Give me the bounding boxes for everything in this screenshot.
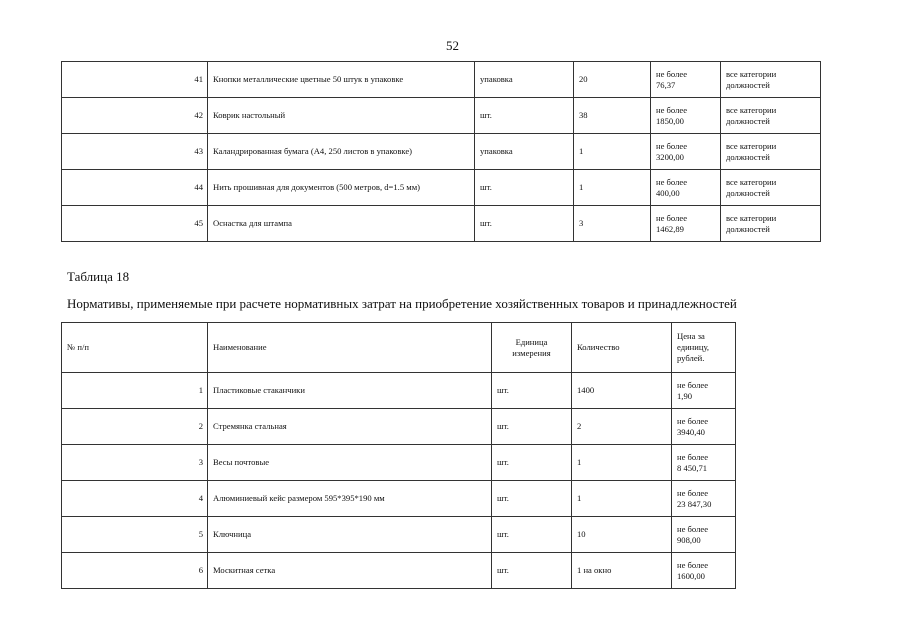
row-name: Кнопки металлические цветные 50 штук в упаковке — [208, 62, 475, 98]
table-row — [62, 373, 736, 409]
row-price: не более 400,00 — [651, 170, 721, 206]
table-row — [62, 134, 821, 170]
header-unit: Единица измерения — [492, 323, 572, 373]
row-quantity: 38 — [574, 98, 651, 134]
row-unit: шт. — [475, 170, 574, 206]
row-name: Коврик настольный — [208, 98, 475, 134]
page-number: 52 — [446, 38, 459, 53]
row-number: 2 — [62, 409, 208, 445]
row-unit: шт. — [492, 553, 572, 589]
row-unit: шт. — [492, 517, 572, 553]
row-quantity: 10 — [572, 517, 672, 553]
row-number: 42 — [62, 98, 208, 134]
table-18-body — [62, 323, 736, 589]
row-quantity: 1 — [572, 481, 672, 517]
table-row — [62, 98, 821, 134]
row-quantity: 1 — [574, 170, 651, 206]
row-name: Каландрированная бумага (А4, 250 листов в упаковке) — [208, 134, 475, 170]
row-number: 6 — [62, 553, 208, 589]
row-price: не более 1,90 — [672, 373, 736, 409]
row-name: Оснастка для штампа — [208, 206, 475, 242]
table-header-row — [62, 323, 736, 373]
row-price: не более 3200,00 — [651, 134, 721, 170]
row-price: не более 1850,00 — [651, 98, 721, 134]
row-unit: шт. — [475, 98, 574, 134]
header-price: Цена за единицу, рублей. — [672, 323, 736, 373]
table-row — [62, 553, 736, 589]
row-price: не более 76,37 — [651, 62, 721, 98]
table-18 — [61, 322, 736, 589]
row-price: не более 1600,00 — [672, 553, 736, 589]
row-category: все категории должностей — [721, 134, 821, 170]
row-name: Пластиковые стаканчики — [208, 373, 492, 409]
row-number: 5 — [62, 517, 208, 553]
row-price: не более 1462,89 — [651, 206, 721, 242]
row-price: не более 8 450,71 — [672, 445, 736, 481]
row-unit: шт. — [492, 373, 572, 409]
row-number: 1 — [62, 373, 208, 409]
row-category: все категории должностей — [721, 206, 821, 242]
row-quantity: 20 — [574, 62, 651, 98]
row-unit: шт. — [492, 481, 572, 517]
row-number: 4 — [62, 481, 208, 517]
table-row — [62, 409, 736, 445]
row-quantity: 1400 — [572, 373, 672, 409]
row-unit: шт. — [492, 445, 572, 481]
row-category: все категории должностей — [721, 62, 821, 98]
row-quantity: 1 — [572, 445, 672, 481]
table-row — [62, 170, 821, 206]
row-quantity: 3 — [574, 206, 651, 242]
header-num: № п/п — [62, 323, 208, 373]
row-number: 41 — [62, 62, 208, 98]
row-unit: упаковка — [475, 62, 574, 98]
row-quantity: 2 — [572, 409, 672, 445]
header-qty: Количество — [572, 323, 672, 373]
row-number: 44 — [62, 170, 208, 206]
row-price: не более 908,00 — [672, 517, 736, 553]
table-caption: Таблица 18 — [67, 269, 130, 284]
row-name: Алюминиевый кейс размером 595*395*190 мм — [208, 481, 492, 517]
row-price: не более 3940,40 — [672, 409, 736, 445]
table-17-continuation — [61, 61, 821, 242]
table-row — [62, 517, 736, 553]
row-name: Ключница — [208, 517, 492, 553]
table-title: Нормативы, применяемые при расчете нормативных затрат на приобретение хозяйственных товаров и принадлежностей — [67, 296, 737, 311]
row-number: 45 — [62, 206, 208, 242]
row-unit: шт. — [475, 206, 574, 242]
table-row — [62, 445, 736, 481]
row-name: Стремянка стальная — [208, 409, 492, 445]
table-17-body — [62, 62, 821, 242]
table-row — [62, 62, 821, 98]
row-quantity: 1 — [574, 134, 651, 170]
table-row — [62, 206, 821, 242]
row-quantity: 1 на окно — [572, 553, 672, 589]
header-name: Наименование — [208, 323, 492, 373]
table-row — [62, 481, 736, 517]
row-number: 43 — [62, 134, 208, 170]
row-name: Москитная сетка — [208, 553, 492, 589]
row-unit: шт. — [492, 409, 572, 445]
row-unit: упаковка — [475, 134, 574, 170]
row-category: все категории должностей — [721, 170, 821, 206]
row-name: Весы почтовые — [208, 445, 492, 481]
row-number: 3 — [62, 445, 208, 481]
row-price: не более 23 847,30 — [672, 481, 736, 517]
row-category: все категории должностей — [721, 98, 821, 134]
row-name: Нить прошивная для документов (500 метров, d=1.5 мм) — [208, 170, 475, 206]
